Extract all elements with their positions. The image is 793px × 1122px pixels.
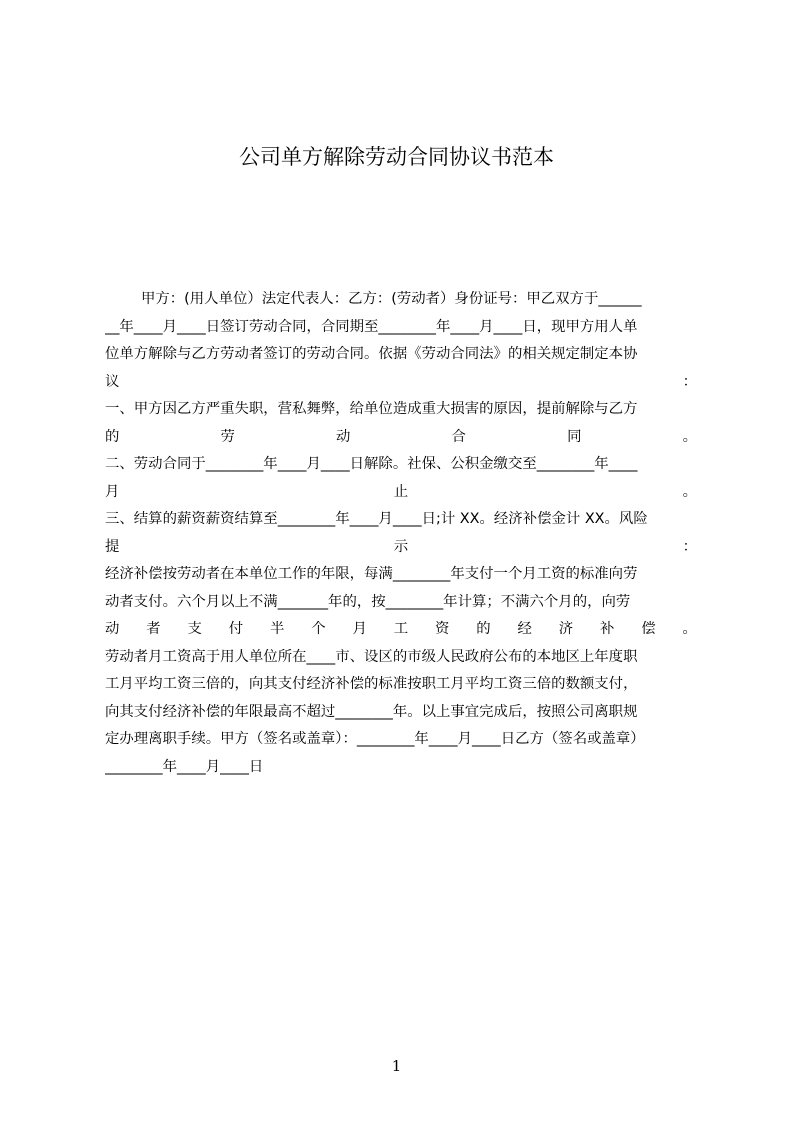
justified-char: 资 bbox=[435, 621, 450, 637]
body-line-justified bbox=[105, 369, 697, 397]
justified-char: 个 bbox=[311, 621, 326, 637]
justified-char: 付 bbox=[228, 621, 244, 637]
body-line: __年____月____日签订劳动合同，合同期至________年____月____日，现甲方用人单 bbox=[105, 318, 638, 335]
justified-char: 动 bbox=[105, 621, 120, 637]
justified-char: 。 bbox=[682, 428, 697, 445]
page-number: 1 bbox=[391, 1057, 402, 1075]
justified-char: ： bbox=[682, 373, 697, 390]
body-line: 定办理离职手续。甲方（签名或盖章）：________年____月____日乙方（签名或盖章） bbox=[105, 731, 645, 747]
justified-char: 。 bbox=[682, 621, 697, 637]
justified-char: 经 bbox=[517, 621, 532, 637]
justified-char: 示 bbox=[393, 538, 409, 555]
body-line: 劳动者月工资高于用人单位所在____市、设区的市级人民政府公布的本地区上年度职 bbox=[105, 648, 638, 665]
justified-char: ： bbox=[682, 538, 697, 555]
body-line: 二、劳动合同于________年____月____日解除。社保、公积金缴交至________年____ bbox=[105, 456, 638, 472]
justified-char: 济 bbox=[558, 621, 574, 637]
body-line-justified bbox=[105, 479, 697, 507]
justified-char: 工 bbox=[393, 621, 409, 637]
body-line: 位单方解除与乙方劳动者签订的劳动合同。依据《劳动合同法》的相关规定制定本协 bbox=[105, 346, 638, 362]
body-line: 工月平均工资三倍的，向其支付经济补偿的标准按职工月平均工资三倍的数额支付， bbox=[105, 676, 638, 692]
body-line: 向其支付经济补偿的年限最高不超过________年。以上事宜完成后，按照公司离职规 bbox=[105, 703, 638, 720]
justified-char: 合 bbox=[451, 428, 466, 445]
justified-char: 的 bbox=[476, 621, 491, 637]
justified-char: 者 bbox=[146, 621, 161, 637]
body-line: 三、结算的薪资薪资结算至________年____月____日;计 XX。经济补偿金计 XX。风险 bbox=[105, 511, 648, 527]
body-line: 甲方：(用人单位）法定代表人：乙方：(劳动者）身份证号：甲乙双方于______ bbox=[141, 291, 642, 307]
justified-char: 补 bbox=[600, 621, 615, 637]
justified-char: 动 bbox=[336, 428, 351, 445]
justified-char: 。 bbox=[682, 483, 697, 500]
justified-char: 的 bbox=[105, 428, 120, 445]
body-line-justified bbox=[105, 534, 697, 562]
body-line-justified bbox=[105, 616, 697, 644]
justified-char: 提 bbox=[105, 538, 120, 555]
justified-char: 偿 bbox=[641, 621, 656, 637]
body-line: 经济补偿按劳动者在本单位工作的年限，每满________年支付一个月工资的标准向劳 bbox=[105, 566, 638, 582]
justified-char: 劳 bbox=[220, 428, 235, 445]
justified-char: 支 bbox=[187, 621, 202, 637]
body-line: ________年____月____日 bbox=[105, 758, 264, 775]
justified-char: 月 bbox=[352, 621, 367, 637]
body-line: 一、甲方因乙方严重失职，营私舞弊，给单位造成重大损害的原因，提前解除与乙方 bbox=[105, 401, 638, 417]
body-line-justified bbox=[105, 424, 697, 452]
document-title: 公司单方解除劳动合同协议书范本 bbox=[239, 145, 554, 169]
justified-char: 同 bbox=[567, 428, 582, 445]
justified-char: 止 bbox=[393, 483, 409, 500]
justified-char: 议 bbox=[105, 373, 120, 390]
justified-char: 月 bbox=[105, 483, 120, 500]
body-line: 动者支付。六个月以上不满_______年的，按________年计算；不满六个月的，向劳 bbox=[105, 593, 631, 610]
document-body bbox=[105, 286, 697, 781]
justified-char: 半 bbox=[270, 621, 285, 637]
